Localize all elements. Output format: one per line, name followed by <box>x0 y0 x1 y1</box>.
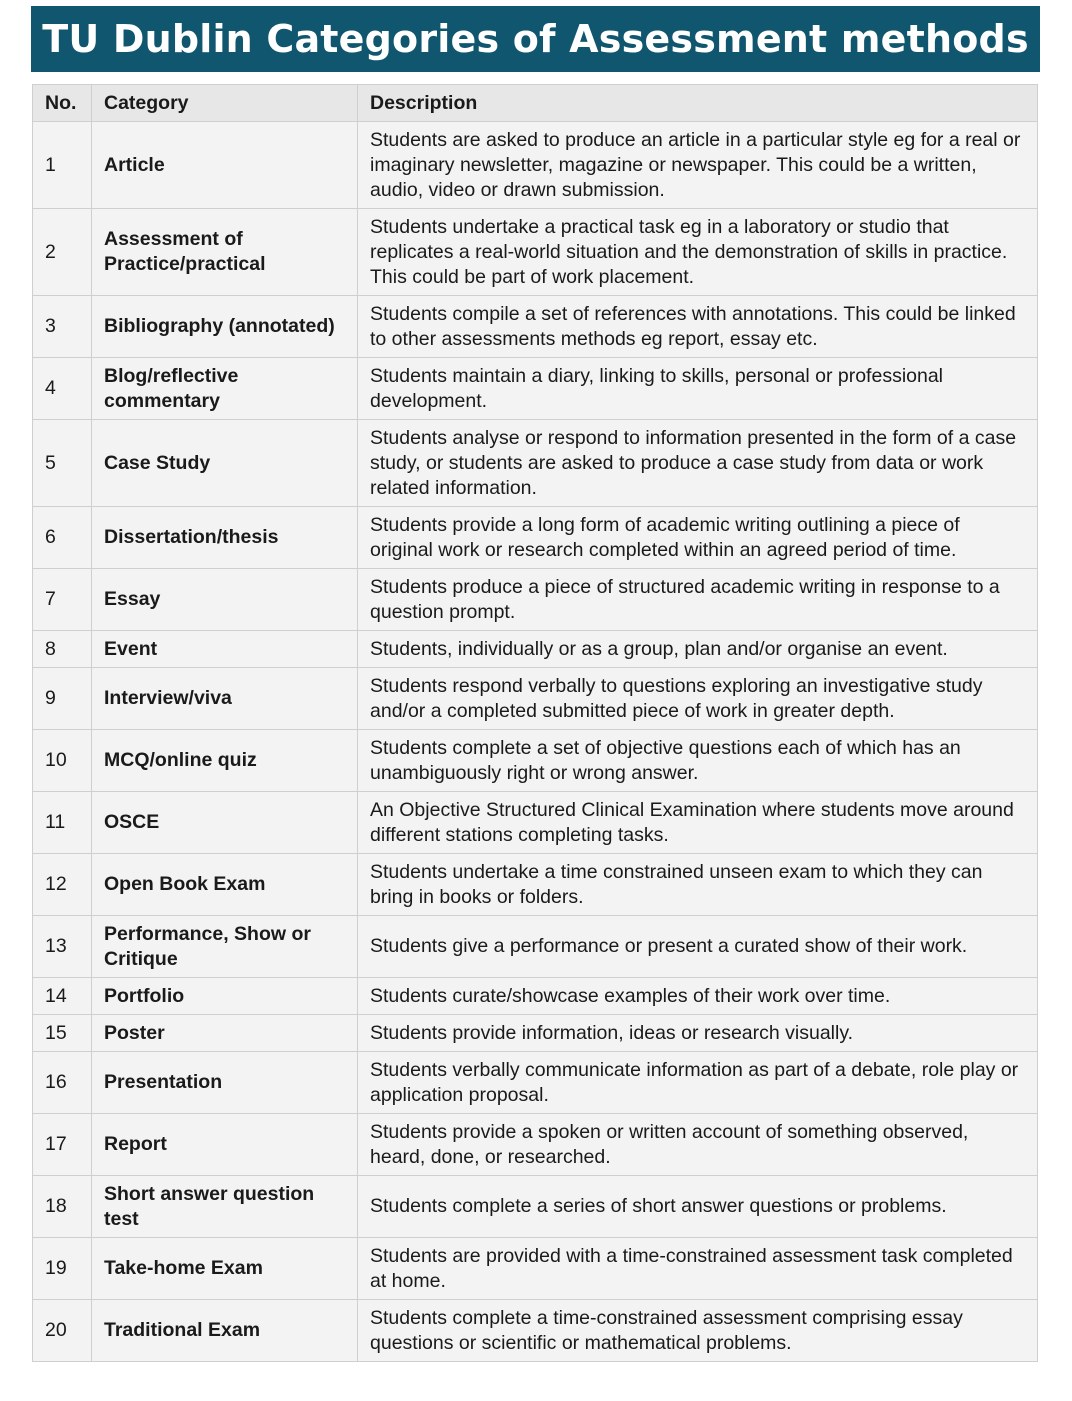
row-category: Essay <box>92 569 358 631</box>
row-number: 15 <box>33 1015 92 1052</box>
row-category: Report <box>92 1114 358 1176</box>
row-category: Bibliography (annotated) <box>92 296 358 358</box>
row-description: Students provide a spoken or written account of something observed, heard, done, or researched. <box>358 1114 1038 1176</box>
row-description: Students compile a set of references with annotations. This could be linked to other assessments methods eg report, essay etc. <box>358 296 1038 358</box>
row-number: 2 <box>33 209 92 296</box>
row-category: Case Study <box>92 420 358 507</box>
row-category: Dissertation/thesis <box>92 507 358 569</box>
row-number: 14 <box>33 978 92 1015</box>
header-description: Description <box>358 85 1038 122</box>
header-category: Category <box>92 85 358 122</box>
row-description: Students complete a set of objective questions each of which has an unambiguously right or wrong answer. <box>358 730 1038 792</box>
row-category: Presentation <box>92 1052 358 1114</box>
row-number: 9 <box>33 668 92 730</box>
row-description: Students verbally communicate information as part of a debate, role play or application proposal. <box>358 1052 1038 1114</box>
table-row <box>33 420 1038 507</box>
row-description: Students complete a series of short answer questions or problems. <box>358 1176 1038 1238</box>
row-number: 1 <box>33 122 92 209</box>
row-number: 18 <box>33 1176 92 1238</box>
row-description: Students maintain a diary, linking to skills, personal or professional development. <box>358 358 1038 420</box>
row-category: Poster <box>92 1015 358 1052</box>
row-description: Students complete a time-constrained assessment comprising essay questions or scientific or mathematical problems. <box>358 1300 1038 1362</box>
row-category: Assessment of Practice/practical <box>92 209 358 296</box>
table-body <box>33 122 1038 1362</box>
row-description: Students provide information, ideas or research visually. <box>358 1015 1038 1052</box>
table-row <box>33 854 1038 916</box>
row-number: 7 <box>33 569 92 631</box>
table-row <box>33 916 1038 978</box>
row-description: Students respond verbally to questions exploring an investigative study and/or a completed submitted piece of work in greater depth. <box>358 668 1038 730</box>
row-description: Students curate/showcase examples of their work over time. <box>358 978 1038 1015</box>
row-category: Open Book Exam <box>92 854 358 916</box>
row-number: 12 <box>33 854 92 916</box>
row-description: Students undertake a time constrained unseen exam to which they can bring in books or folders. <box>358 854 1038 916</box>
table-row <box>33 1238 1038 1300</box>
row-category: OSCE <box>92 792 358 854</box>
table-row <box>33 122 1038 209</box>
table-row <box>33 978 1038 1015</box>
table-row <box>33 1114 1038 1176</box>
table-row <box>33 730 1038 792</box>
table-row <box>33 792 1038 854</box>
row-category: Traditional Exam <box>92 1300 358 1362</box>
row-number: 11 <box>33 792 92 854</box>
table-row <box>33 209 1038 296</box>
row-description: Students are provided with a time-constrained assessment task completed at home. <box>358 1238 1038 1300</box>
page-title: TU Dublin Categories of Assessment methods <box>42 17 1029 61</box>
row-number: 17 <box>33 1114 92 1176</box>
row-number: 19 <box>33 1238 92 1300</box>
table-row <box>33 1015 1038 1052</box>
row-description: Students give a performance or present a curated show of their work. <box>358 916 1038 978</box>
row-category: Event <box>92 631 358 668</box>
row-description: An Objective Structured Clinical Examination where students move around different stations completing tasks. <box>358 792 1038 854</box>
table-row <box>33 1052 1038 1114</box>
row-number: 3 <box>33 296 92 358</box>
row-category: Take-home Exam <box>92 1238 358 1300</box>
table-row <box>33 358 1038 420</box>
row-category: Blog/reflective commentary <box>92 358 358 420</box>
row-number: 16 <box>33 1052 92 1114</box>
row-category: MCQ/online quiz <box>92 730 358 792</box>
table-row <box>33 296 1038 358</box>
row-description: Students, individually or as a group, plan and/or organise an event. <box>358 631 1038 668</box>
row-category: Interview/viva <box>92 668 358 730</box>
table-row <box>33 569 1038 631</box>
row-number: 10 <box>33 730 92 792</box>
table-header-row <box>33 85 1038 122</box>
table-row <box>33 631 1038 668</box>
table-row <box>33 1176 1038 1238</box>
table-row <box>33 668 1038 730</box>
row-description: Students undertake a practical task eg in a laboratory or studio that replicates a real-world situation and the demonstration of skills in practice. This could be part of work placement. <box>358 209 1038 296</box>
table-row <box>33 507 1038 569</box>
row-category: Portfolio <box>92 978 358 1015</box>
assessment-methods-table <box>32 84 1038 1362</box>
row-number: 6 <box>33 507 92 569</box>
row-description: Students produce a piece of structured academic writing in response to a question prompt. <box>358 569 1038 631</box>
title-banner <box>31 6 1040 72</box>
table-row <box>33 1300 1038 1362</box>
row-category: Article <box>92 122 358 209</box>
row-description: Students provide a long form of academic writing outlining a piece of original work or research completed within an agreed period of time. <box>358 507 1038 569</box>
row-category: Short answer question test <box>92 1176 358 1238</box>
row-category: Performance, Show or Critique <box>92 916 358 978</box>
row-number: 13 <box>33 916 92 978</box>
row-description: Students analyse or respond to information presented in the form of a case study, or students are asked to produce a case study from data or work related information. <box>358 420 1038 507</box>
row-number: 20 <box>33 1300 92 1362</box>
header-no: No. <box>33 85 92 122</box>
row-number: 4 <box>33 358 92 420</box>
row-description: Students are asked to produce an article in a particular style eg for a real or imaginary newsletter, magazine or newspaper. This could be a written, audio, video or drawn submission. <box>358 122 1038 209</box>
row-number: 8 <box>33 631 92 668</box>
row-number: 5 <box>33 420 92 507</box>
